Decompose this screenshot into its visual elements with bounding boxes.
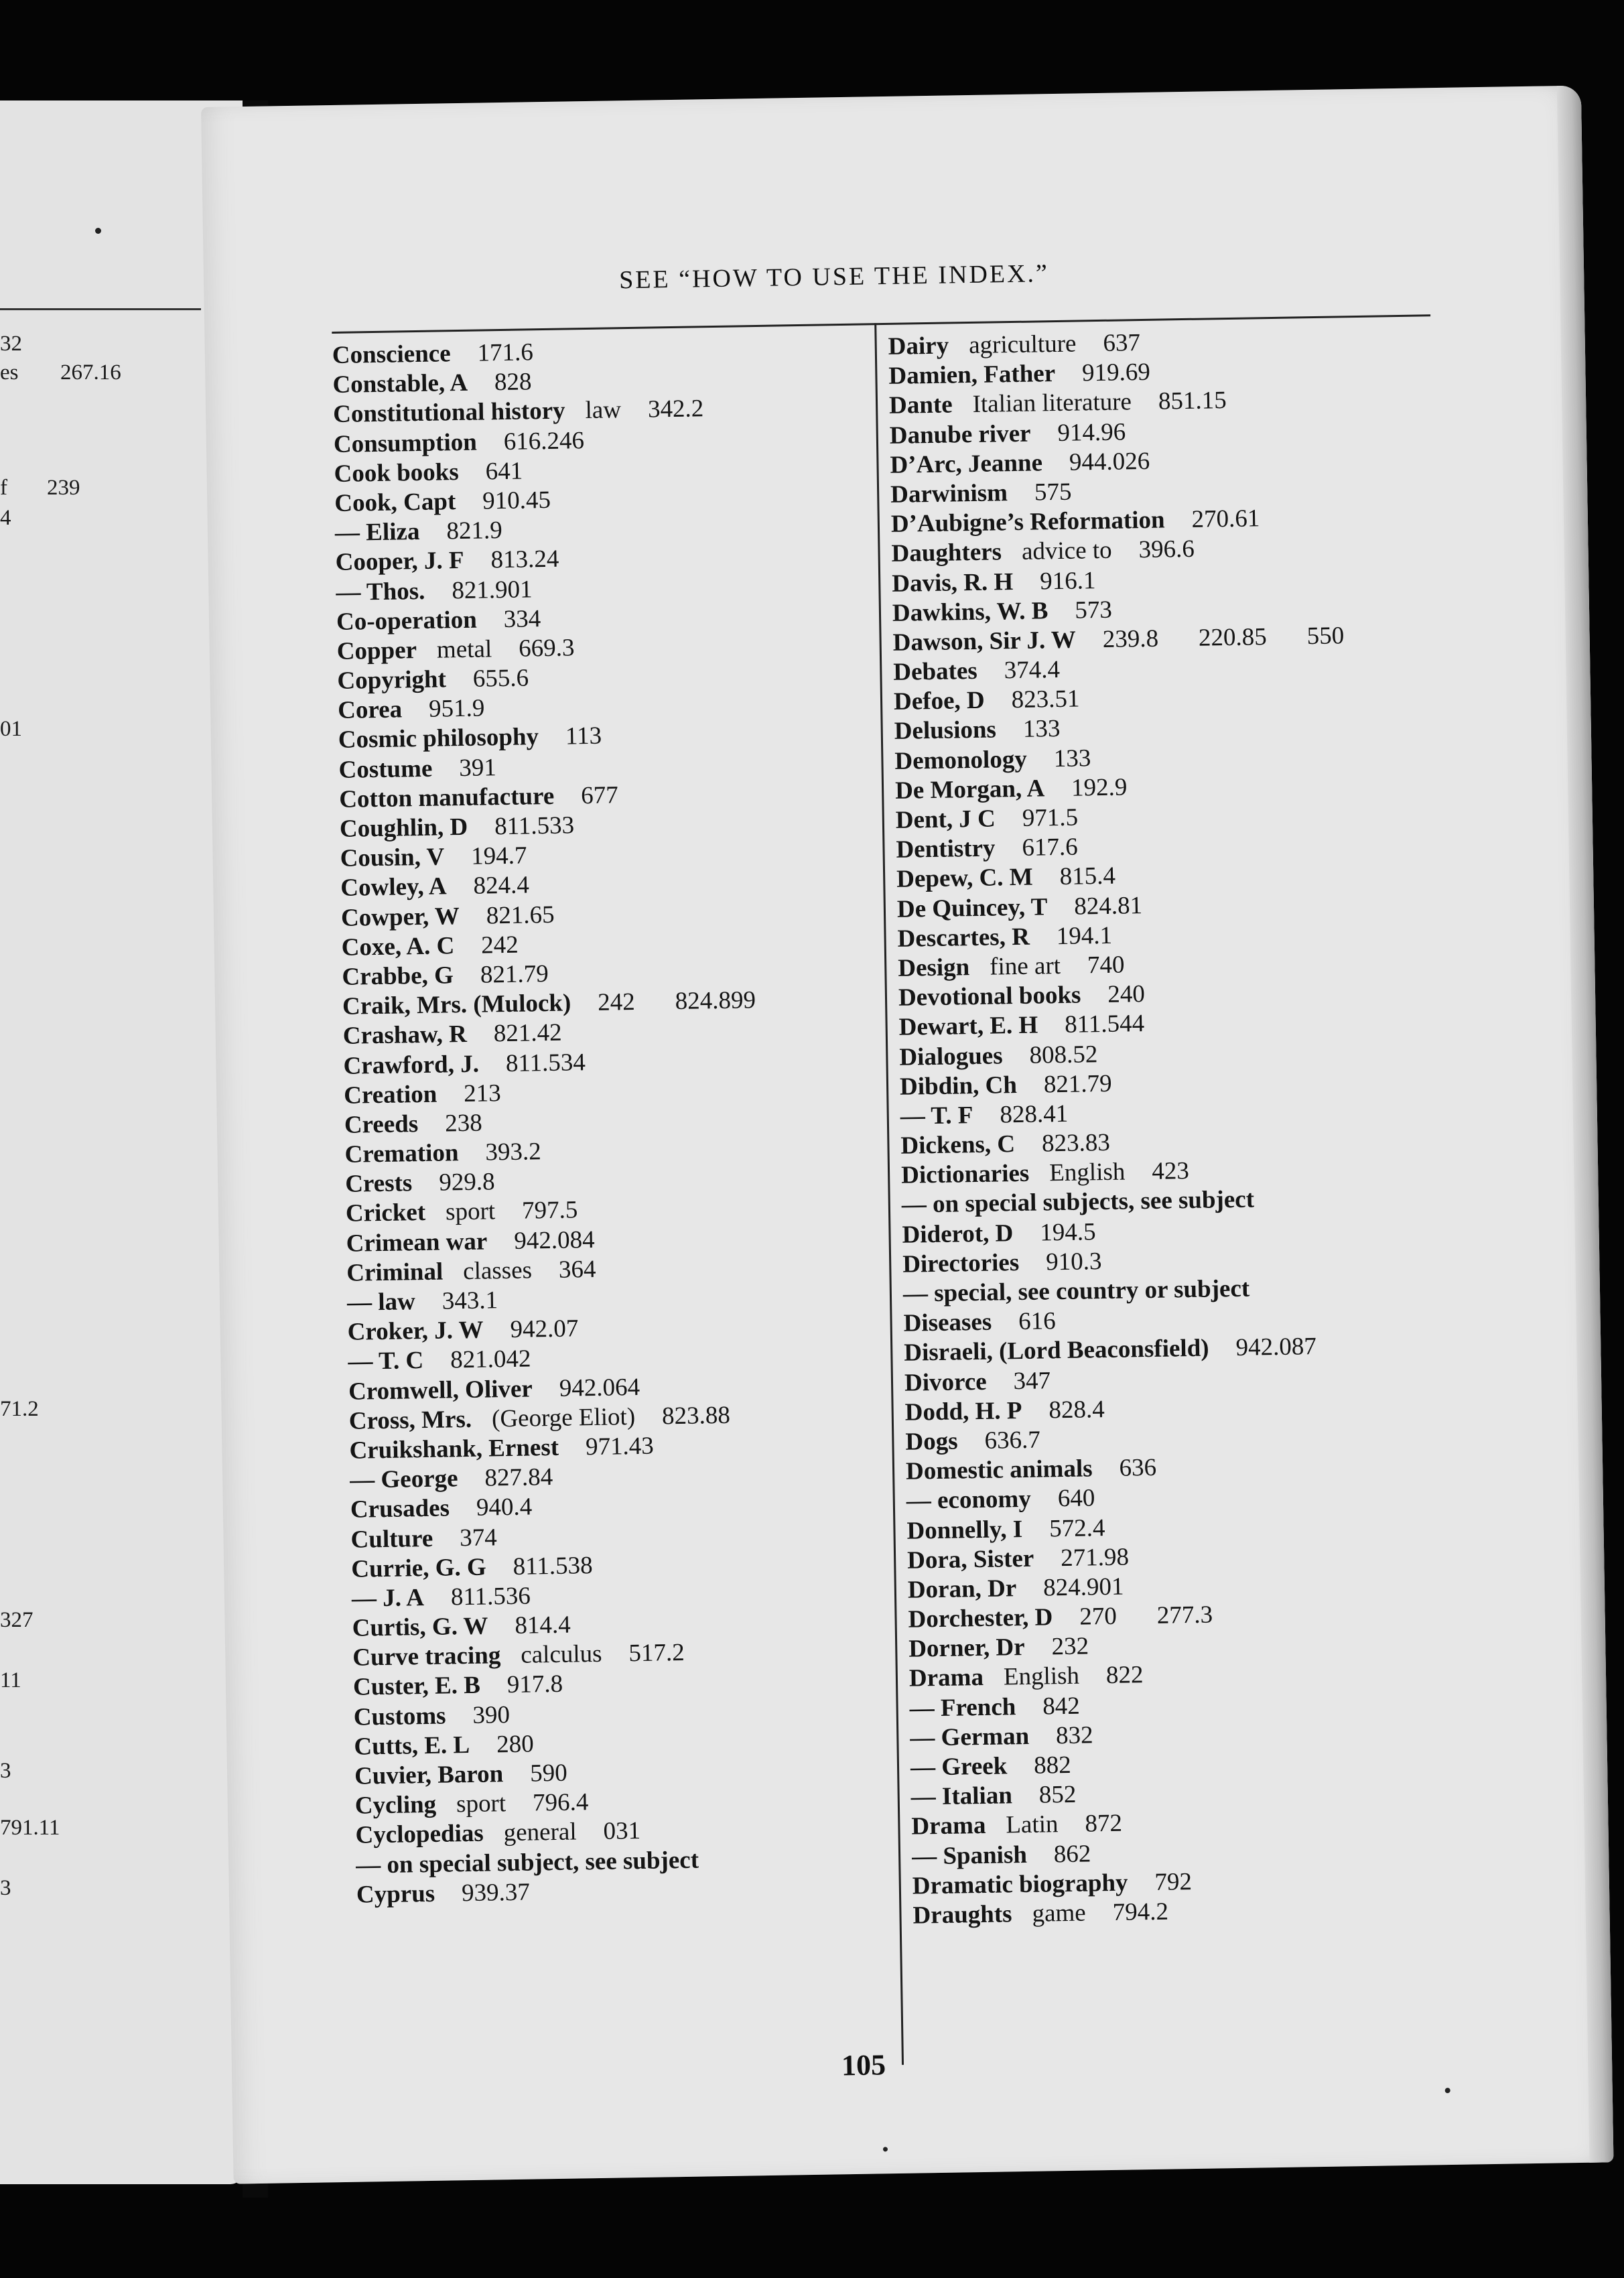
index-class-number: 823.51 <box>1011 685 1080 714</box>
index-class-number: 821.042 <box>450 1345 531 1374</box>
index-heading: Cycling <box>354 1790 437 1820</box>
index-heading: Co-operation <box>336 606 478 636</box>
index-heading: — Spanish <box>911 1840 1028 1871</box>
index-class-number: 940.4 <box>476 1493 533 1522</box>
index-class-number: 944.026 <box>1069 447 1150 476</box>
index-class-number: 919.69 <box>1081 358 1151 387</box>
left-page-fragment: 791.11 <box>0 1816 60 1840</box>
index-heading: De Quincey, T <box>896 892 1048 923</box>
index-heading: Design <box>897 953 970 982</box>
index-class-number: 171.6 <box>477 338 534 367</box>
index-class-number: 852 <box>1038 1780 1077 1809</box>
index-heading: Dibdin, Ch <box>899 1071 1018 1101</box>
index-class-number: 828.41 <box>1000 1099 1069 1129</box>
index-heading: Corea <box>337 695 403 725</box>
index-heading: Dramatic biography <box>912 1869 1128 1900</box>
index-heading: Copyright <box>337 665 447 695</box>
index-heading: Curve tracing <box>352 1642 501 1672</box>
index-heading: Directories <box>902 1248 1020 1278</box>
index-heading: Cowper, W <box>340 902 460 932</box>
index-class-number: 942.087 <box>1235 1333 1317 1362</box>
index-class-number: 616 <box>1018 1307 1056 1336</box>
index-subheading: advice to <box>1021 537 1112 566</box>
index-heading: — George <box>349 1465 458 1494</box>
index-class-number: 827.84 <box>484 1463 553 1492</box>
index-column-left <box>332 333 886 1910</box>
index-class-number: 640 <box>1057 1484 1095 1513</box>
index-heading: — T. F <box>900 1101 973 1130</box>
index-class-number-2: 277.3 <box>1156 1601 1213 1629</box>
index-heading: Consumption <box>333 428 478 458</box>
index-subheading: calculus <box>520 1640 602 1670</box>
left-page-fragment: 4 <box>0 506 11 530</box>
left-page-fragment: 267.16 <box>60 360 121 385</box>
index-heading: Crashaw, R <box>342 1020 468 1051</box>
index-heading: Dodd, H. P <box>904 1396 1022 1426</box>
index-class-number: 616.246 <box>503 426 585 456</box>
index-subheading: Italian literature <box>972 388 1132 419</box>
index-class-number: 811.536 <box>450 1582 531 1611</box>
running-head: SEE “HOW TO USE THE INDEX.” <box>618 259 1050 295</box>
index-heading: Cyclopedias <box>355 1820 484 1850</box>
page-number: 105 <box>841 2048 886 2082</box>
index-heading: — on special subject, see subject <box>355 1846 699 1879</box>
index-class-number: 242 <box>480 931 519 959</box>
index-class-number: 828 <box>494 368 532 397</box>
index-heading: Custer, E. B <box>352 1672 481 1702</box>
page-edge-shadow <box>1557 86 1614 2163</box>
index-class-number: 824.4 <box>473 871 530 900</box>
left-page-fragment: 71.2 <box>0 1397 39 1421</box>
index-class-number: 334 <box>503 604 541 633</box>
index-heading: Crests <box>344 1169 413 1199</box>
index-class-number: 910.3 <box>1045 1247 1102 1276</box>
index-class-number: 669.3 <box>518 634 575 663</box>
index-heading: Descartes, R <box>897 923 1030 953</box>
index-class-number: 194.7 <box>470 842 527 870</box>
index-heading: Domestic animals <box>905 1455 1093 1485</box>
left-page-fragment: es <box>0 360 19 385</box>
index-class-number: 572.4 <box>1048 1514 1105 1542</box>
index-class-number: 796.4 <box>532 1788 589 1817</box>
left-page-fragment: 3 <box>0 1876 11 1900</box>
index-heading: Divorce <box>904 1367 987 1397</box>
index-class-number: 364 <box>558 1255 596 1284</box>
index-subheading: Latin <box>1006 1810 1059 1839</box>
index-heading: Cyprus <box>356 1879 435 1909</box>
index-class-number: 811.533 <box>494 811 575 841</box>
index-class-number: 813.24 <box>490 545 559 574</box>
index-heading: Cutts, E. L <box>354 1731 470 1761</box>
index-class-number: 862 <box>1053 1840 1091 1868</box>
index-class-number: 821.79 <box>1043 1069 1112 1099</box>
index-class-number: 031 <box>603 1817 641 1846</box>
index-heading: Cosmic philosophy <box>338 723 539 754</box>
left-page-fragment: 239 <box>47 476 80 500</box>
index-heading: — T. C <box>348 1347 424 1376</box>
index-class-number: 842 <box>1042 1692 1081 1721</box>
index-class-number: 194.5 <box>1040 1217 1096 1247</box>
index-class-number-3: 550 <box>1306 622 1345 651</box>
ink-speck <box>883 2147 888 2151</box>
index-heading: Cook, Capt <box>334 488 456 517</box>
left-page-fragment: f <box>0 476 7 500</box>
index-heading: Craik, Mrs. (Mulock) <box>342 989 571 1020</box>
index-class-number: 939.37 <box>461 1878 531 1907</box>
index-heading: Dickens, C <box>900 1130 1016 1160</box>
index-class-number: 824.81 <box>1073 891 1143 921</box>
index-heading: Customs <box>353 1702 446 1731</box>
index-heading: — Thos. <box>336 577 425 606</box>
left-page-rule <box>0 308 201 310</box>
index-subheading: general <box>503 1818 577 1847</box>
index-heading: Disraeli, (Lord Beaconsfield) <box>904 1334 1209 1367</box>
index-class-number: 811.538 <box>513 1551 593 1581</box>
left-page-fragment: 3 <box>0 1759 11 1783</box>
index-heading: Diseases <box>903 1308 992 1337</box>
index-class-number: 917.8 <box>506 1670 563 1699</box>
index-heading: Crabbe, G <box>342 961 454 991</box>
index-class-number: 821.9 <box>446 517 502 545</box>
index-class-number: 740 <box>1087 951 1125 980</box>
index-class-number: 822 <box>1105 1661 1144 1690</box>
index-heading: — economy <box>906 1485 1032 1516</box>
index-heading: Cromwell, Oliver <box>348 1375 533 1406</box>
ink-speck <box>95 228 101 234</box>
index-heading: Cook books <box>334 458 460 488</box>
index-class-number: 797.5 <box>521 1196 578 1225</box>
index-heading: — French <box>909 1692 1016 1723</box>
index-class-number: 811.534 <box>505 1048 586 1077</box>
index-class-number: 113 <box>565 722 602 751</box>
index-heading: Dorchester, D <box>908 1603 1053 1633</box>
index-class-number: 270 <box>1079 1602 1118 1631</box>
index-subheading: classes <box>462 1256 533 1285</box>
index-heading: Coughlin, D <box>339 813 468 843</box>
index-class-number: 192.9 <box>1071 773 1128 802</box>
index-class-number: 641 <box>485 457 523 486</box>
index-class-number: 914.96 <box>1057 417 1126 447</box>
index-class-number: 637 <box>1103 329 1141 357</box>
index-subheading: metal <box>436 635 492 664</box>
index-class-number: 280 <box>496 1730 534 1759</box>
index-heading: Coxe, A. C <box>341 931 455 961</box>
index-class-number: 882 <box>1033 1751 1072 1780</box>
index-class-number: 517.2 <box>628 1639 685 1668</box>
index-heading: — special, see country or subject <box>902 1274 1250 1308</box>
index-class-number: 821.79 <box>480 959 549 989</box>
index-class-number: 194.1 <box>1056 921 1113 950</box>
index-heading: Donnelly, I <box>906 1515 1023 1545</box>
index-heading: Dent, J C <box>895 805 996 834</box>
left-page-fragment: 01 <box>0 717 22 741</box>
index-heading: Debates <box>893 657 978 686</box>
index-class-number: 636 <box>1119 1453 1157 1482</box>
index-class-number: 808.52 <box>1029 1040 1098 1069</box>
index-heading: Danube river <box>889 419 1031 450</box>
index-heading: Culture <box>350 1524 433 1554</box>
index-class-number: 951.9 <box>428 694 485 724</box>
index-heading: Cuvier, Baron <box>354 1760 504 1790</box>
index-class-number: 655.6 <box>472 664 529 693</box>
index-heading: Dawson, Sir J. W <box>892 626 1077 657</box>
index-heading: Dewart, E. H <box>898 1011 1038 1042</box>
index-class-number: 617.6 <box>1022 833 1079 862</box>
index-heading: — Eliza <box>334 518 420 547</box>
index-class-number: 133 <box>1022 715 1061 744</box>
index-heading: Devotional books <box>898 981 1081 1012</box>
index-heading: Conscience <box>332 340 451 369</box>
index-class-number: 343.1 <box>442 1286 498 1315</box>
index-class-number: 374 <box>459 1523 498 1552</box>
index-heading: — law <box>346 1288 416 1317</box>
index-class-number: 391 <box>458 753 497 782</box>
index-heading: Drama <box>911 1812 986 1841</box>
index-subheading: sport <box>445 1197 496 1226</box>
index-class-number: 794.2 <box>1112 1897 1169 1926</box>
index-subheading: English <box>1048 1158 1126 1187</box>
index-class-number-2: 220.85 <box>1198 622 1268 652</box>
index-heading: Dentistry <box>896 834 996 864</box>
index-class-number: 942.064 <box>559 1373 640 1402</box>
index-heading: — Italian <box>910 1782 1013 1811</box>
index-heading: Crimean war <box>346 1227 488 1258</box>
index-class-number: 971.5 <box>1022 803 1079 832</box>
index-heading: Constitutional history <box>332 397 565 429</box>
index-heading: Depew, C. M <box>896 864 1033 894</box>
index-heading: — on special subjects, see subject <box>901 1185 1255 1219</box>
index-heading: — Greek <box>910 1752 1008 1782</box>
ink-speck <box>1445 2088 1450 2093</box>
index-page <box>201 86 1613 2184</box>
index-heading: Croker, J. W <box>347 1316 484 1346</box>
index-class-number: 347 <box>1013 1366 1051 1395</box>
index-heading: Darwinism <box>890 479 1008 509</box>
index-class-number: 821.42 <box>493 1019 562 1048</box>
index-heading: Curtis, G. W <box>352 1612 488 1642</box>
index-heading: Dante <box>888 391 953 420</box>
index-subheading: sport <box>456 1790 506 1818</box>
index-class-number: 393.2 <box>485 1138 542 1166</box>
index-class-number: 823.88 <box>661 1401 731 1430</box>
index-class-number: 942.07 <box>510 1315 579 1344</box>
index-heading: Cousin, V <box>340 843 445 873</box>
index-heading: Creeds <box>344 1110 419 1139</box>
index-class-number: 828.4 <box>1048 1395 1105 1424</box>
index-class-number: 374.4 <box>1004 656 1061 685</box>
index-heading: Creation <box>343 1080 437 1110</box>
index-heading: Damien, Father <box>888 360 1056 391</box>
index-heading: Dora, Sister <box>906 1544 1034 1574</box>
index-class-number: 815.4 <box>1059 862 1116 891</box>
index-heading: Cremation <box>344 1139 459 1168</box>
index-class-number: 832 <box>1055 1721 1093 1750</box>
index-class-number: 916.1 <box>1039 566 1096 595</box>
index-class-number: 823.83 <box>1041 1128 1111 1158</box>
left-page-fragment: 327 <box>0 1608 33 1632</box>
index-heading: Dialogues <box>899 1041 1003 1071</box>
index-class-number: 872 <box>1085 1810 1123 1838</box>
index-heading: Copper <box>336 636 417 665</box>
index-heading: Doran, Dr <box>907 1574 1017 1604</box>
index-heading: Draughts <box>912 1900 1012 1930</box>
index-class-number: 271.98 <box>1060 1543 1130 1572</box>
index-heading: Delusions <box>894 716 997 746</box>
index-class-number: 242 <box>597 988 636 1016</box>
index-heading: Drama <box>908 1664 984 1693</box>
index-class-number: 636.7 <box>984 1426 1041 1455</box>
index-class-number: 821.901 <box>452 575 533 604</box>
index-subheading: game <box>1032 1899 1086 1928</box>
index-heading: Cross, Mrs. <box>348 1405 472 1435</box>
index-class-number: 239.8 <box>1102 624 1159 653</box>
index-class-number: 240 <box>1107 980 1146 1009</box>
index-class-number: 677 <box>580 781 619 810</box>
index-heading: Cowley, A <box>340 872 447 902</box>
index-heading: Daughters <box>891 538 1002 568</box>
index-heading: Davis, R. H <box>891 567 1014 598</box>
index-subheading: fine art <box>989 951 1061 981</box>
index-class-number: 232 <box>1051 1632 1089 1661</box>
index-heading: Crusades <box>350 1494 450 1524</box>
index-class-number: 133 <box>1053 744 1091 773</box>
index-class-number: 821.65 <box>486 900 555 930</box>
index-class-number: 575 <box>1034 478 1072 507</box>
index-class-number: 390 <box>472 1700 511 1729</box>
index-heading: Currie, G. G <box>350 1553 487 1583</box>
index-class-number: 238 <box>444 1109 482 1138</box>
index-heading: Dorner, Dr <box>908 1633 1025 1663</box>
index-heading: Dictionaries <box>900 1160 1030 1190</box>
index-class-number: 270.61 <box>1191 505 1260 533</box>
index-heading: Dogs <box>905 1427 958 1456</box>
index-heading: Dairy <box>888 332 949 360</box>
index-subheading: agriculture <box>968 330 1077 360</box>
index-class-number: 942.084 <box>513 1225 595 1255</box>
index-column-right <box>888 324 1462 1931</box>
index-class-number: 910.45 <box>482 486 551 515</box>
left-page-fragment: 11 <box>0 1668 21 1692</box>
index-heading: Cruikshank, Ernest <box>349 1433 559 1465</box>
index-heading: Demonology <box>894 745 1028 775</box>
index-heading: Cooper, J. F <box>335 547 464 577</box>
index-class-number-2: 824.899 <box>675 986 756 1016</box>
index-class-number: 792 <box>1154 1867 1193 1896</box>
index-class-number: 811.544 <box>1064 1010 1145 1039</box>
index-subheading: English <box>1003 1662 1080 1691</box>
index-heading: Crawford, J. <box>343 1050 480 1080</box>
index-class-number: 573 <box>1075 596 1113 624</box>
index-heading: Defoe, D <box>893 686 985 716</box>
index-subheading: law <box>585 396 622 425</box>
index-class-number: 851.15 <box>1158 387 1227 415</box>
index-subheading: (George Eliot) <box>491 1402 636 1433</box>
index-class-number: 929.8 <box>438 1168 495 1197</box>
index-heading: — J. A <box>351 1583 425 1613</box>
index-class-number: 971.43 <box>585 1432 655 1461</box>
index-class-number: 590 <box>529 1759 567 1788</box>
index-class-number: 213 <box>463 1079 502 1108</box>
index-heading: Diderot, D <box>902 1219 1014 1249</box>
index-heading: D’Arc, Jeanne <box>890 449 1043 479</box>
index-heading: Costume <box>338 754 433 784</box>
index-heading: D’Aubigne’s Reformation <box>890 506 1165 539</box>
left-page-fragment: 32 <box>0 332 22 356</box>
index-heading: — German <box>910 1722 1030 1752</box>
index-heading: Criminal <box>346 1258 444 1287</box>
index-heading: De Morgan, A <box>894 775 1045 805</box>
index-class-number: 342.2 <box>647 395 704 423</box>
index-class-number: 814.4 <box>515 1611 571 1639</box>
index-heading: Cricket <box>345 1199 426 1228</box>
index-heading: Constable, A <box>332 368 468 399</box>
index-heading: Dawkins, W. B <box>892 596 1048 627</box>
index-class-number: 423 <box>1151 1157 1190 1186</box>
index-class-number: 824.901 <box>1042 1572 1124 1602</box>
index-class-number: 396.6 <box>1138 535 1195 564</box>
index-heading: Cotton manufacture <box>338 782 555 813</box>
